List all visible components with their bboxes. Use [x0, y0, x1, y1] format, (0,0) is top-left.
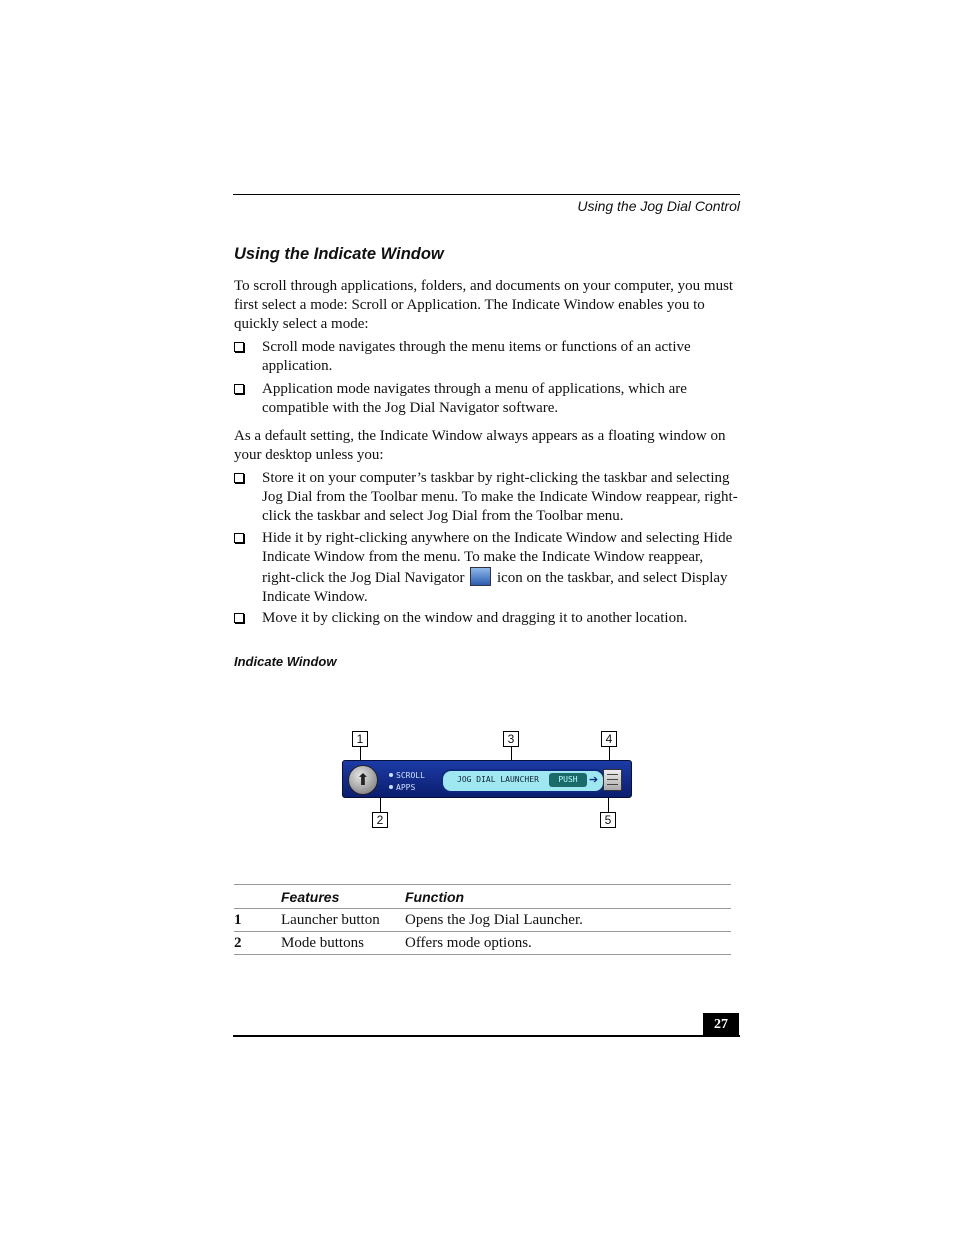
scroll-label: SCROLL	[396, 771, 425, 780]
menu-line	[607, 774, 618, 775]
indicate-window-figure	[340, 728, 640, 833]
figure-caption: Indicate Window	[234, 654, 337, 669]
intro-paragraph: To scroll through applications, folders, and documents on your computer, you must first select a mode: Scroll or Application. The Indicate Window enables you to quickly select a mode:	[234, 278, 734, 332]
launcher-button[interactable]: ⬆	[348, 765, 378, 795]
checkbox-bullet-icon	[234, 384, 244, 394]
menu-button[interactable]	[603, 769, 622, 791]
bullet-application-mode	[234, 380, 740, 418]
callout-3: 3	[503, 731, 519, 747]
bullet-text: Scroll mode navigates through the menu items or functions of an active application.	[262, 339, 691, 374]
apps-mode-button[interactable]	[389, 783, 415, 792]
running-head: Using the Jog Dial Control	[577, 198, 740, 214]
menu-line	[607, 779, 618, 780]
row-function: Offers mode options.	[405, 934, 532, 951]
launcher-label: JOG DIAL LAUNCHER	[457, 775, 539, 784]
bullet-text: Application mode navigates through a menu of applications, which are compatible with the Jog Dial Navigator software.	[262, 381, 687, 416]
row-function: Opens the Jog Dial Launcher.	[405, 911, 583, 928]
checkbox-bullet-icon	[234, 533, 244, 543]
features-table	[234, 884, 731, 955]
header-rule	[233, 194, 740, 195]
callout-5: 5	[600, 812, 616, 828]
header-number	[234, 885, 281, 909]
apps-label: APPS	[396, 783, 416, 792]
table-header-row	[234, 885, 731, 909]
indicate-window[interactable]	[342, 760, 632, 798]
scroll-mode-button[interactable]	[389, 771, 425, 780]
checkbox-bullet-icon	[234, 613, 244, 623]
row-number: 2	[234, 934, 242, 951]
menu-line	[607, 784, 618, 785]
callout-1: 1	[352, 731, 368, 747]
bullet-text	[262, 529, 740, 607]
table-row	[234, 909, 731, 932]
callout-2: 2	[372, 812, 388, 828]
bullet-text: Store it on your computer’s taskbar by right-clicking the taskbar and selecting Jog Dial from the Toolbar menu. To make the Indicate Window reappear, right-click the taskbar and select Jog Dial from the Toolbar menu.	[262, 470, 738, 524]
hide-text-after: icon on the taskbar, and select Display Indicate Window.	[262, 570, 728, 605]
mode-dot-icon	[389, 785, 393, 789]
row-feature: Mode buttons	[281, 934, 364, 951]
bullet-store-taskbar	[234, 469, 740, 526]
default-paragraph: As a default setting, the Indicate Window always appears as a floating window on your desktop unless you:	[234, 428, 726, 463]
checkbox-bullet-icon	[234, 342, 244, 352]
bullet-text: Move it by clicking on the window and dragging it to another location.	[262, 610, 688, 626]
callout-4: 4	[601, 731, 617, 747]
row-number: 1	[234, 911, 242, 928]
arrow-right-icon: ➔	[589, 774, 599, 786]
mode-dot-icon	[389, 773, 393, 777]
header-features: Features	[281, 888, 340, 905]
push-indicator: PUSH	[549, 773, 587, 787]
bullet-scroll-mode	[234, 338, 740, 376]
footer-rule	[233, 1035, 740, 1037]
table-row	[234, 932, 731, 955]
bullet-hide-window	[234, 529, 740, 607]
launcher-display	[441, 769, 605, 793]
row-feature: Launcher button	[281, 911, 380, 928]
checkbox-bullet-icon	[234, 473, 244, 483]
header-function: Function	[405, 888, 465, 905]
section-title: Using the Indicate Window	[234, 245, 444, 263]
page-number: 27	[703, 1013, 739, 1036]
hide-text-before: Hide it by right-clicking anywhere on the Indicate Window and selecting Hide Indicate Window from the menu. To make the Indicate Window reappear, right-click the Jog Dial Navigator	[262, 530, 733, 586]
jog-dial-navigator-icon	[470, 567, 491, 586]
bullet-move-window	[234, 609, 740, 628]
